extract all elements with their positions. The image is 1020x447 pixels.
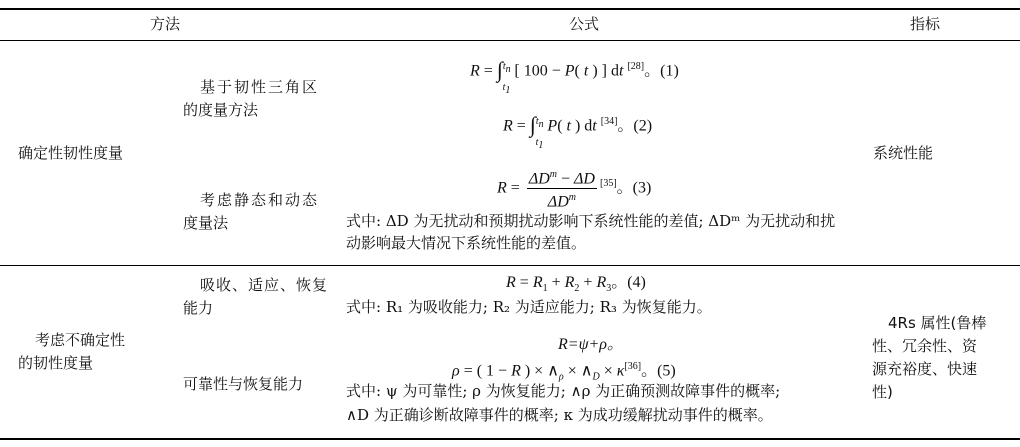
formula-4-note: 式中: R₁ 为吸收能力; R₂ 为适应能力; R₃ 为恢复能力。 — [346, 298, 712, 316]
formula-2-tag: 。(2) — [617, 117, 653, 135]
header-formula: 公式 — [569, 15, 600, 33]
method-static-dynamic-line2: 度量法 — [183, 214, 229, 232]
formula-5-tag: 。(5) — [641, 362, 676, 380]
header-rule — [0, 40, 1020, 41]
formula-3-fraction: $\frac{\Delta D^m - \Delta D}{\Delta D^m}$ — [527, 166, 597, 212]
formula-2: R = ∫$^{t_n}_{t_1}$ P( t ) dt [34]。(2) — [503, 112, 653, 151]
formula-2-ref: [34] — [600, 116, 618, 127]
method-triangle-line1: 基于韧性三角区 — [200, 78, 320, 96]
category-uncertainty-line1: 考虑不确定性 — [35, 331, 126, 349]
formula-5-note-line1: 式中: ψ 为可靠性; ρ 为恢复能力; ∧ρ 为正确预测故障事件的概率; — [346, 382, 781, 400]
formula-5a: R=ψ+ρ。 — [558, 336, 623, 353]
header-method: 方法 — [150, 15, 181, 33]
top-rule — [0, 8, 1020, 10]
category-uncertainty-line2: 的韧性度量 — [18, 354, 94, 372]
formula-5b: ρ = ( 1 − R ) × $\wedge_\rho$ × $\wedge_D \times \kappa[36]$。(5) — [452, 361, 676, 383]
method-reliability-recovery: 可靠性与恢复能力 — [183, 375, 304, 393]
formula-5-note-line2: ∧D 为正确诊断故障事件的概率; κ 为成功缓解扰动事件的概率。 — [346, 406, 773, 424]
method-absorb-adapt-recover-line1: 吸收、适应、恢复 — [200, 276, 329, 294]
formula-4: $R = R_1 + R_2 + R_3$。(4) — [506, 274, 646, 295]
formula-1: R = ∫$^{t_n}_{t_1}$ [ 100 − P( t ) ] dt [28]。(1) — [470, 57, 679, 96]
method-static-dynamic-line1: 考虑静态和动态 — [200, 191, 320, 209]
method-absorb-adapt-recover-line2: 能力 — [183, 299, 214, 317]
category-deterministic: 确定性韧性度量 — [18, 144, 124, 162]
bottom-rule — [0, 438, 1020, 440]
row-separator — [0, 265, 1020, 266]
header-metric: 指标 — [910, 15, 941, 33]
formula-3-tag: 。(3) — [616, 179, 652, 197]
metric-4rs: 4Rs 属性(鲁棒性、冗余性、资源充裕度、快速性) — [872, 314, 987, 401]
formula-3-note: 式中: ΔD 为无扰动和预期扰动影响下系统性能的差值; ΔDᵐ 为无扰动和扰动影响最大情况下系统性能的差值。 — [346, 212, 836, 252]
formula-1-tag: 。(1) — [644, 62, 679, 80]
formula-1-ref: [28] — [627, 61, 645, 72]
formula-3: R = $\frac{\Delta D^m - \Delta D}{\Delta D^m}$ [35]。(3) — [497, 166, 651, 212]
formula-3-ref: [35] — [599, 178, 617, 190]
formula-5-ref: [36] — [624, 361, 642, 372]
metric-system-performance: 系统性能 — [873, 144, 934, 162]
method-triangle-line2: 的度量方法 — [183, 101, 259, 119]
formula-4-tag: 。(4) — [611, 274, 646, 291]
